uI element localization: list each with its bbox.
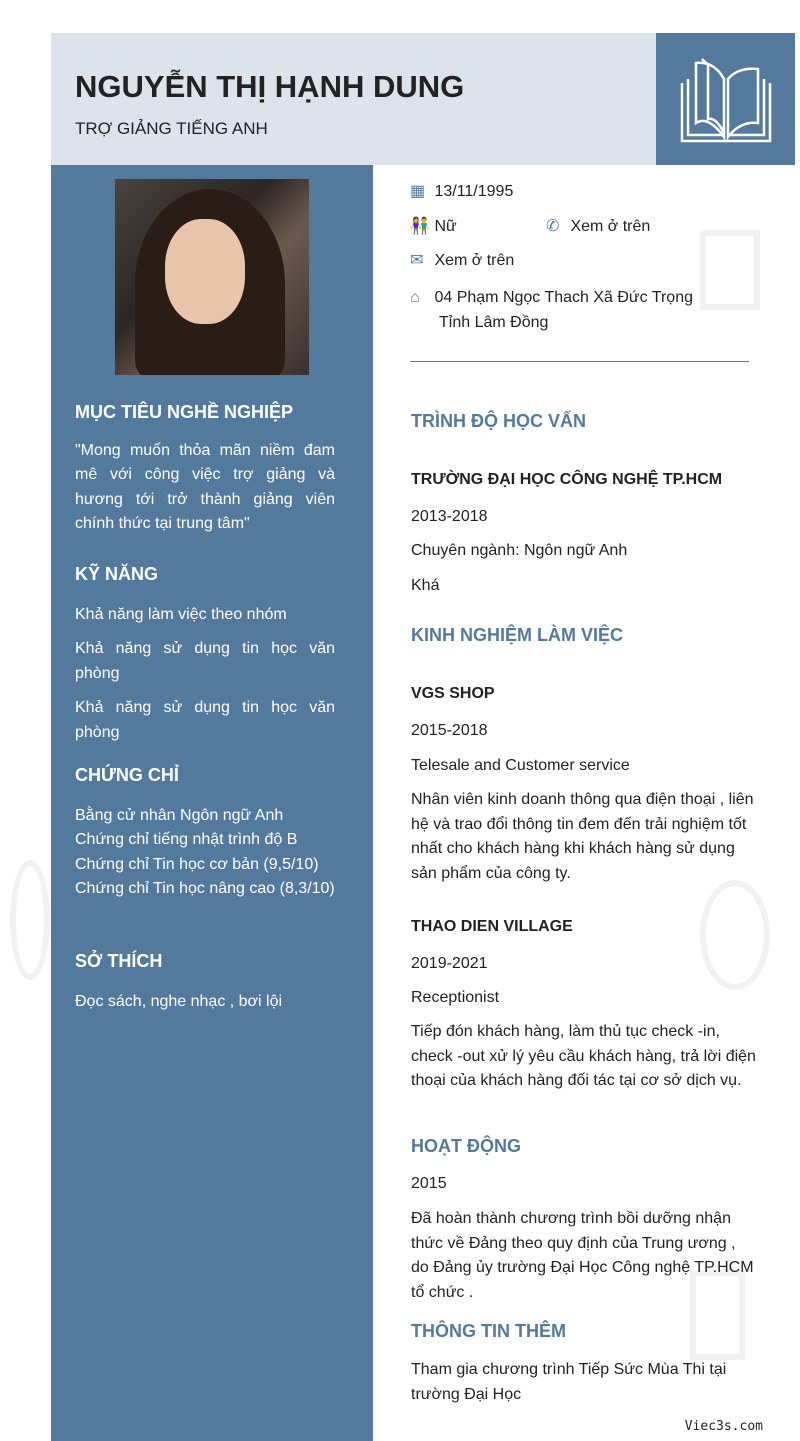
address-line-1: 04 Phạm Ngọc Thach Xã Đức Trọng (434, 289, 693, 306)
phone: Xem ở trên (570, 218, 651, 235)
objective-title: MỤC TIÊU NGHỀ NGHIỆP (75, 402, 294, 422)
home-icon: ⌂ (410, 289, 420, 306)
education-grade: Khá (411, 577, 440, 594)
phone-row (546, 216, 746, 236)
job-company: THAO DIEN VILLAGE (411, 918, 573, 935)
job-position: Receptionist (411, 989, 500, 1006)
job-years: 2015-2018 (411, 722, 488, 739)
email-row (410, 250, 755, 270)
objective-text: "Mong muốn thỏa mãn niềm đam mê với công việc trợ giảng và hương tới trở thành giảng viên chính thức tại trung tâm" (75, 441, 335, 532)
additional-info-title: THÔNG TIN THÊM (411, 1321, 566, 1341)
education-major: Chuyên ngành: Ngôn ngữ Anh (411, 542, 628, 559)
open-book-icon (678, 53, 774, 145)
divider (410, 361, 749, 362)
certificate-item: Chứng chỉ Tin học nâng cao (8,3/10) (75, 880, 335, 897)
job-description: Tiếp đón khách hàng, làm thủ tục check -in, check -out xử lý yêu cầu khách hàng, trả lời điện thoại của khách hàng đối tác tại cơ sở dịch vụ. (411, 1023, 756, 1089)
footer-watermark: Viec3s.com (684, 1419, 763, 1434)
job-description: Nhân viên kinh doanh thông qua điện thoại , liên hệ và trao đổi thông tin đem đến trải nghiệm tốt nhất cho khách hàng khi khách hàng sử dụng sản phẩm của công ty. (411, 791, 754, 882)
skills-title: KỸ NĂNG (75, 564, 159, 584)
skills-section (75, 562, 335, 745)
certificate-item: Chứng chỉ Tin học cơ bản (9,5/10) (75, 855, 319, 873)
envelope-icon: ✉ (410, 252, 424, 269)
phone-icon: ✆ (546, 218, 560, 235)
gender: Nữ (434, 218, 457, 235)
email: Xem ở trên (434, 252, 515, 269)
birthday-row (410, 181, 755, 201)
skill-item: Khả năng làm việc theo nhóm (75, 605, 287, 623)
certificates-section (75, 763, 335, 902)
job-position: Telesale and Customer service (411, 757, 630, 774)
additional-info-text: Tham gia chương trình Tiếp Sức Mùa Thi tại trường Đại Học (411, 1361, 727, 1403)
activities-title: HOẠT ĐỘNG (411, 1136, 521, 1156)
birthday: 13/11/1995 (434, 183, 514, 200)
activity-year: 2015 (411, 1175, 447, 1192)
skill-item: Khả năng sử dụng tin học văn phòng (75, 640, 335, 682)
education-years: 2013-2018 (411, 508, 488, 525)
certificate-item: Bằng cử nhân Ngôn ngữ Anh (75, 806, 284, 824)
sidebar (51, 165, 373, 1441)
address-row (410, 285, 755, 335)
objective-section (75, 400, 335, 537)
certificates-title: CHỨNG CHỈ (75, 765, 179, 785)
hobbies-section (75, 949, 335, 1014)
job-years: 2019-2021 (411, 955, 488, 972)
candidate-name: NGUYỄN THỊ HẠNH DUNG (75, 69, 465, 104)
profile-photo (115, 179, 309, 375)
address-line-2: Tỉnh Lâm Đồng (439, 314, 549, 331)
education-title: TRÌNH ĐỘ HỌC VẤN (411, 411, 586, 431)
header-icon-box (656, 33, 795, 165)
header (51, 33, 656, 165)
candidate-role: TRỢ GIẢNG TIẾNG ANH (75, 119, 268, 138)
job-company: VGS SHOP (411, 685, 495, 702)
hobbies-text: Đọc sách, nghe nhạc , bơi lội (75, 992, 283, 1010)
background-doodle (10, 860, 50, 980)
certificate-item: Chứng chỉ tiếng nhật trình độ B (75, 831, 298, 848)
calendar-icon: ▦ (410, 183, 426, 200)
skill-item: Khả năng sử dụng tin học văn phòng (75, 699, 335, 741)
gender-icon: 👫 (410, 218, 430, 235)
experience-title: KINH NGHIỆM LÀM VIỆC (411, 625, 624, 645)
activity-description: Đã hoàn thành chương trình bồi dưỡng nhận thức về Đảng theo quy định của Trung ương , do Đảng ủy trường Đại Học Công nghệ TP.HCM tổ chức . (411, 1210, 754, 1301)
hobbies-title: SỞ THÍCH (75, 951, 163, 971)
school-name: TRƯỜNG ĐẠI HỌC CÔNG NGHỆ TP.HCM (411, 471, 723, 488)
